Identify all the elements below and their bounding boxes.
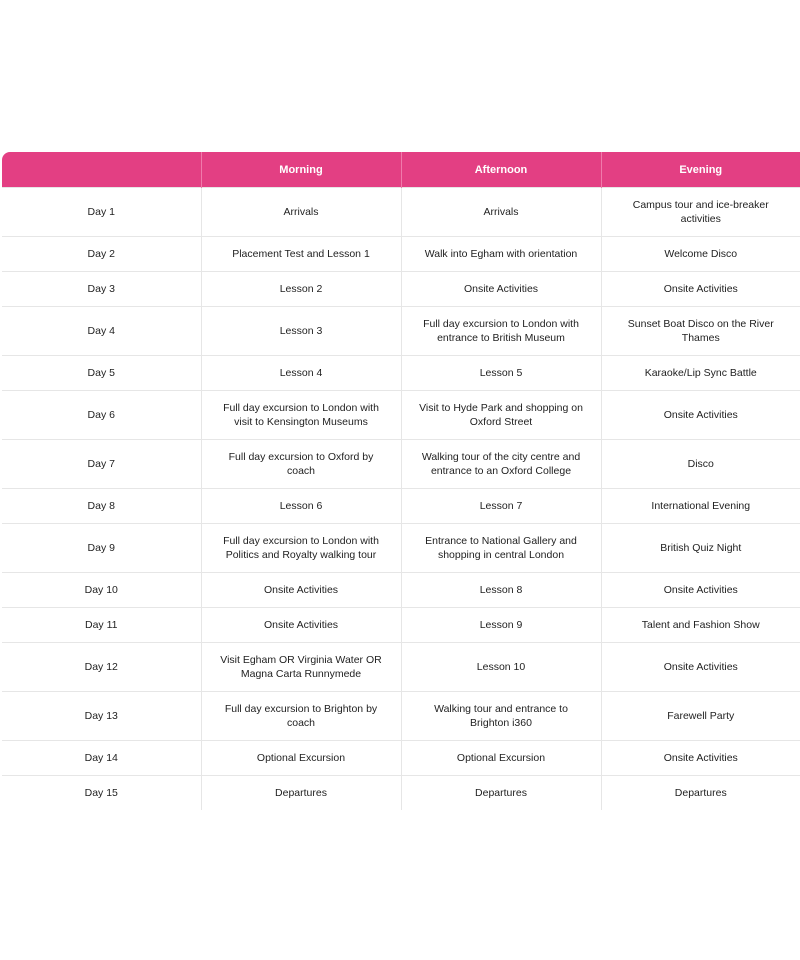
table-row	[2, 272, 800, 307]
day-cell: Day 1	[2, 188, 201, 237]
morning-cell: Full day excursion to Oxford by coach	[201, 440, 401, 489]
table-row	[2, 573, 800, 608]
day-cell: Day 4	[2, 307, 201, 356]
morning-cell: Departures	[201, 776, 401, 811]
evening-cell: Karaoke/Lip Sync Battle	[601, 356, 800, 391]
afternoon-cell: Walking tour and entrance to Brighton i360	[401, 692, 601, 741]
table-row	[2, 489, 800, 524]
morning-cell: Onsite Activities	[201, 608, 401, 643]
table-row	[2, 643, 800, 692]
day-cell: Day 7	[2, 440, 201, 489]
morning-cell: Arrivals	[201, 188, 401, 237]
evening-cell: Welcome Disco	[601, 237, 800, 272]
evening-cell: Sunset Boat Disco on the River Thames	[601, 307, 800, 356]
day-cell: Day 6	[2, 391, 201, 440]
day-cell: Day 2	[2, 237, 201, 272]
table-row	[2, 608, 800, 643]
day-cell: Day 5	[2, 356, 201, 391]
afternoon-cell: Lesson 5	[401, 356, 601, 391]
evening-cell: International Evening	[601, 489, 800, 524]
afternoon-cell: Departures	[401, 776, 601, 811]
afternoon-cell: Lesson 10	[401, 643, 601, 692]
afternoon-cell: Optional Excursion	[401, 741, 601, 776]
morning-cell: Lesson 6	[201, 489, 401, 524]
table-row	[2, 776, 800, 811]
table-row	[2, 524, 800, 573]
table-row	[2, 440, 800, 489]
day-cell: Day 15	[2, 776, 201, 811]
afternoon-cell: Lesson 7	[401, 489, 601, 524]
afternoon-cell: Full day excursion to London with entrance to British Museum	[401, 307, 601, 356]
morning-cell: Lesson 3	[201, 307, 401, 356]
morning-cell: Optional Excursion	[201, 741, 401, 776]
table-row	[2, 188, 800, 237]
evening-cell: Departures	[601, 776, 800, 811]
evening-cell: Onsite Activities	[601, 391, 800, 440]
morning-cell: Lesson 2	[201, 272, 401, 307]
afternoon-cell: Entrance to National Gallery and shopping in central London	[401, 524, 601, 573]
morning-cell: Placement Test and Lesson 1	[201, 237, 401, 272]
day-cell: Day 14	[2, 741, 201, 776]
day-cell: Day 8	[2, 489, 201, 524]
morning-cell: Full day excursion to London with visit to Kensington Museums	[201, 391, 401, 440]
evening-cell: British Quiz Night	[601, 524, 800, 573]
day-cell: Day 10	[2, 573, 201, 608]
header-morning: Morning	[201, 152, 401, 188]
day-cell: Day 3	[2, 272, 201, 307]
schedule-table	[2, 152, 800, 810]
table-row	[2, 307, 800, 356]
table-row	[2, 237, 800, 272]
afternoon-cell: Arrivals	[401, 188, 601, 237]
day-cell: Day 9	[2, 524, 201, 573]
evening-cell: Disco	[601, 440, 800, 489]
morning-cell: Onsite Activities	[201, 573, 401, 608]
evening-cell: Talent and Fashion Show	[601, 608, 800, 643]
table-row	[2, 391, 800, 440]
schedule-container	[2, 152, 800, 810]
afternoon-cell: Lesson 9	[401, 608, 601, 643]
afternoon-cell: Onsite Activities	[401, 272, 601, 307]
evening-cell: Onsite Activities	[601, 643, 800, 692]
header-row	[2, 152, 800, 188]
morning-cell: Full day excursion to London with Politics and Royalty walking tour	[201, 524, 401, 573]
afternoon-cell: Walk into Egham with orientation	[401, 237, 601, 272]
morning-cell: Full day excursion to Brighton by coach	[201, 692, 401, 741]
afternoon-cell: Visit to Hyde Park and shopping on Oxford Street	[401, 391, 601, 440]
day-cell: Day 11	[2, 608, 201, 643]
morning-cell: Lesson 4	[201, 356, 401, 391]
day-cell: Day 12	[2, 643, 201, 692]
evening-cell: Campus tour and ice-breaker activities	[601, 188, 800, 237]
table-row	[2, 356, 800, 391]
header-day	[2, 152, 201, 188]
table-row	[2, 692, 800, 741]
day-cell: Day 13	[2, 692, 201, 741]
table-row	[2, 741, 800, 776]
evening-cell: Onsite Activities	[601, 272, 800, 307]
header-afternoon: Afternoon	[401, 152, 601, 188]
morning-cell: Visit Egham OR Virginia Water OR Magna Carta Runnymede	[201, 643, 401, 692]
evening-cell: Onsite Activities	[601, 573, 800, 608]
evening-cell: Onsite Activities	[601, 741, 800, 776]
afternoon-cell: Lesson 8	[401, 573, 601, 608]
evening-cell: Farewell Party	[601, 692, 800, 741]
afternoon-cell: Walking tour of the city centre and entrance to an Oxford College	[401, 440, 601, 489]
header-evening: Evening	[601, 152, 800, 188]
